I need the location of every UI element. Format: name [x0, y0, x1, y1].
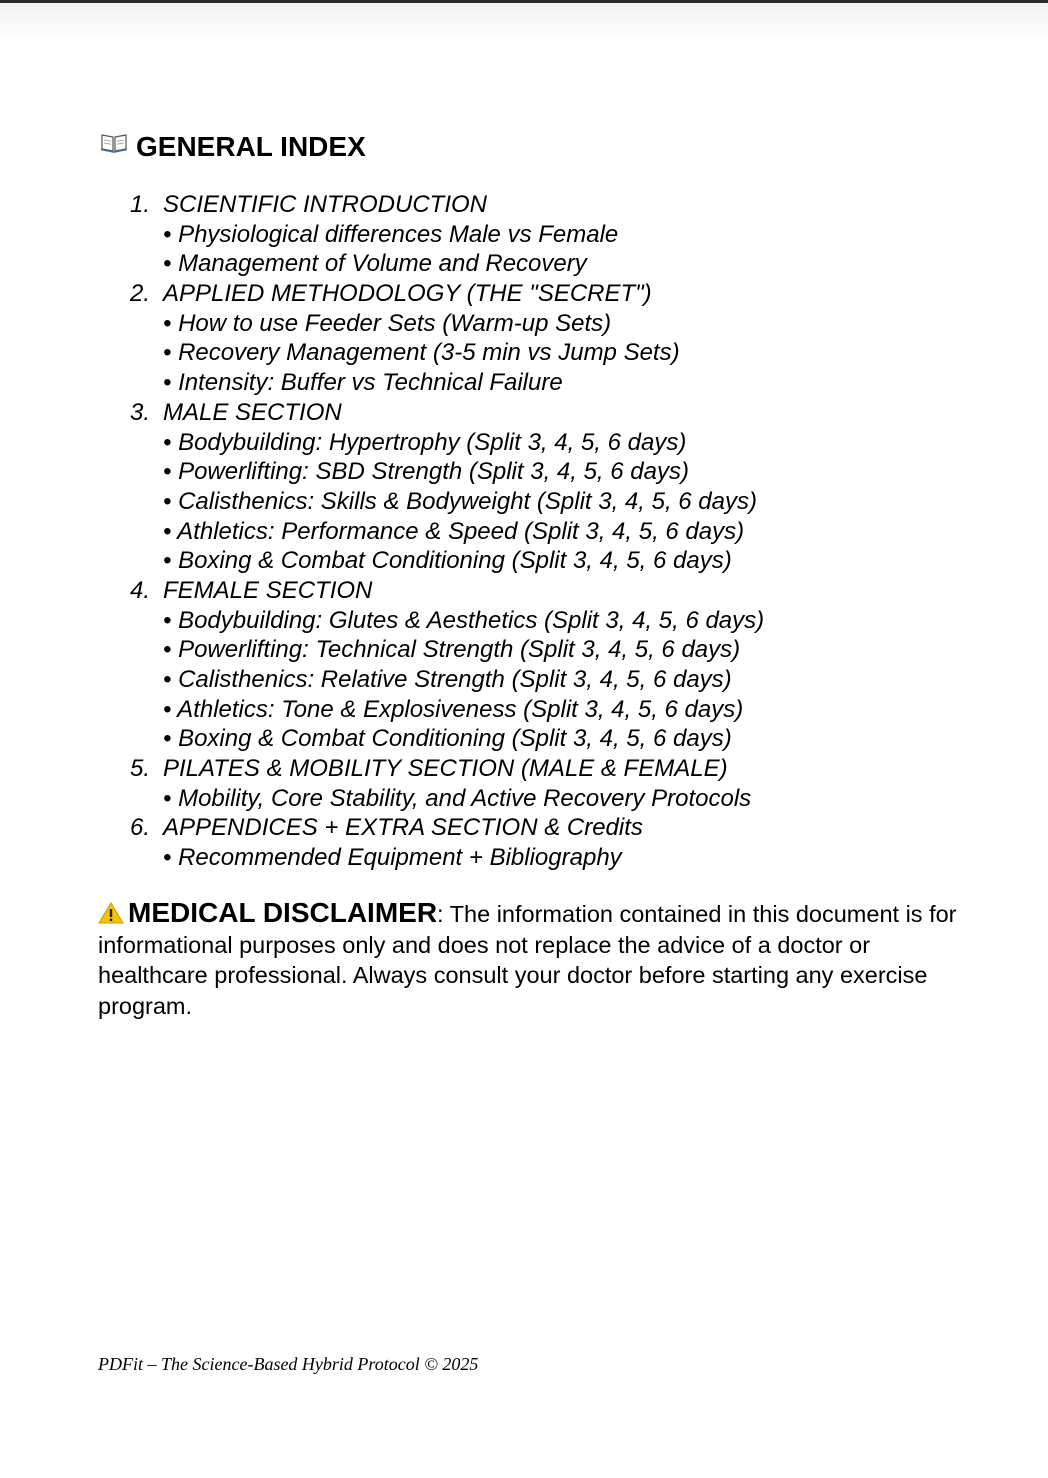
toc-section-title: MALE SECTION [163, 398, 342, 426]
toc-subitem: • Calisthenics: Relative Strength (Split 3, 4, 5, 6 days) [163, 666, 732, 693]
toc-subitem: • Powerlifting: SBD Strength (Split 3, 4, 5, 6 days) [163, 458, 689, 486]
toc-subitem: • Bodybuilding: Hypertrophy (Split 3, 4, 5, 6 days) [163, 428, 687, 456]
toc-section-number: 5. [130, 755, 151, 783]
toc-section-number: 4. [130, 576, 151, 604]
page-footer: PDFit – The Science-Based Hybrid Protocol © 2025 [98, 1354, 479, 1374]
toc-section [130, 190, 1030, 220]
toc-section-number: 1. [130, 191, 151, 218]
toc-subitem: • Management of Volume and Recovery [163, 250, 587, 278]
toc-subitem: • Powerlifting: Technical Strength (Split 3, 4, 5, 6 days) [163, 636, 741, 664]
disclaimer-text: : The information contained in this document is for informational purposes only and does not replace the advice of a doctor or healthcare professional. Always consult your doctor before starting any exercise program. [98, 901, 957, 1019]
toc-subitem: • Calisthenics: Skills & Bodyweight (Split 3, 4, 5, 6 days) [163, 487, 757, 515]
toc-subitem: • Athletics: Performance & Speed (Split 3, 4, 5, 6 days) [163, 517, 745, 545]
medical-disclaimer [98, 898, 958, 1021]
toc-section-title: APPLIED METHODOLOGY (THE "SECRET") [163, 280, 652, 308]
warning-icon [98, 901, 124, 923]
toc-section-number: 2. [130, 280, 151, 308]
toc-subitem: • Physiological differences Male vs Female [163, 220, 619, 248]
toc-subitem: • Recommended Equipment + Bibliography [163, 844, 622, 872]
page-top-shadow [0, 3, 1048, 43]
toc-section-title: SCIENTIFIC INTRODUCTION [163, 191, 487, 218]
toc-section-number: 6. [130, 814, 151, 842]
toc-subitem: • Boxing & Combat Conditioning (Split 3, 4, 5, 6 days) [163, 547, 732, 575]
toc-section-number: 3. [130, 398, 151, 426]
disclaimer-label: MEDICAL DISCLAIMER [128, 897, 438, 928]
toc-subitem: • Intensity: Buffer vs Technical Failure [163, 369, 563, 397]
index-heading [100, 128, 366, 166]
toc-section [130, 754, 1030, 784]
toc-section [130, 813, 1030, 843]
toc-subitem: • How to use Feeder Sets (Warm-up Sets) [163, 309, 612, 337]
toc-section-title: FEMALE SECTION [163, 576, 373, 604]
table-of-contents [130, 190, 1030, 873]
toc-section [130, 279, 1030, 309]
toc-subitem: • Athletics: Tone & Explosiveness (Split 3, 4, 5, 6 days) [163, 695, 744, 723]
index-title: GENERAL INDEX [136, 131, 366, 162]
open-book-icon [100, 131, 128, 155]
toc-subitem: • Mobility, Core Stability, and Active Recovery Protocols [163, 784, 752, 812]
toc-subitem: • Recovery Management (3-5 min vs Jump Sets) [163, 339, 680, 367]
toc-section [130, 398, 1030, 428]
toc-section [130, 576, 1030, 606]
toc-subitem: • Boxing & Combat Conditioning (Split 3, 4, 5, 6 days) [163, 725, 732, 753]
toc-section-title: APPENDICES + EXTRA SECTION & Credits [163, 814, 643, 842]
toc-section-title: PILATES & MOBILITY SECTION (MALE & FEMALE) [163, 755, 728, 783]
toc-subitem: • Bodybuilding: Glutes & Aesthetics (Split 3, 4, 5, 6 days) [163, 606, 765, 634]
